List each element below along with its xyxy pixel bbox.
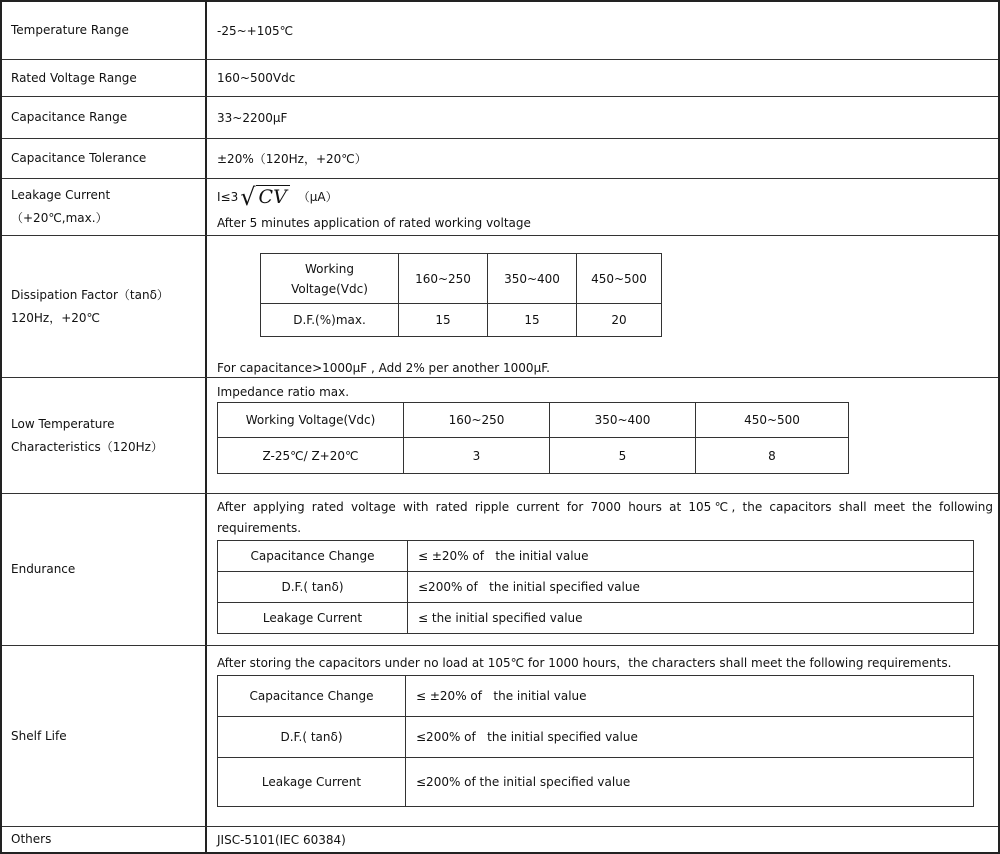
row-shelf-life [2,646,998,827]
impedance-value: 5 [550,438,696,474]
row-temperature-range [2,2,998,60]
row-value [207,494,998,645]
df-value: 15 [488,304,577,337]
label-text: Others [11,832,52,846]
square-root [240,183,290,211]
value-text: ±20%（120Hz，+20℃） [217,152,367,166]
impedance-value-row [218,438,849,474]
row-label [2,827,207,852]
label-condition: 120Hz，+20℃ [11,310,101,325]
label-text: Leakage Current [11,188,111,202]
row-capacitance-tolerance [2,139,998,179]
value-text: -25~+105℃ [217,23,294,38]
row-label [2,494,207,645]
header-line: Voltage(Vdc) [291,281,368,296]
value-text: 33~2200μF [217,110,288,125]
row-low-temperature [2,378,998,494]
row-others [2,827,998,852]
endurance-row [218,541,974,572]
row-label [2,97,207,138]
row-label [2,378,207,493]
row-label [2,60,207,96]
label-text: Capacitance Range [11,110,128,124]
endurance-spec: ≤ the initial specified value [408,603,974,634]
df-column-header: 160~250 [399,254,488,304]
df-header-row [261,254,662,304]
shelf-spec: ≤200% of the initial specified value [406,758,974,807]
row-value [207,236,998,377]
df-column-header: 450~500 [577,254,662,304]
row-value [207,646,998,826]
shelf-row [218,758,974,807]
impedance-column-header: 350~400 [550,403,696,438]
row-label [2,646,207,826]
df-row-label: D.F.(%)max. [261,304,399,337]
label-text: Temperature Range [11,23,129,37]
row-label [2,236,207,377]
radicand: CV [256,185,290,208]
endurance-intro: After applying rated voltage with rated ripple current for 7000 hours at 105℃, the capacitors shall meet the following [217,500,993,514]
row-rated-voltage-range [2,60,998,97]
impedance-value: 3 [404,438,550,474]
endurance-item: D.F.( tanδ) [218,572,408,603]
df-value: 15 [399,304,488,337]
df-note: For capacitance>1000μF , Add 2% per another 1000μF. [217,361,550,375]
endurance-spec: ≤200% of the initial specified value [408,572,974,603]
label-condition: Characteristics（120Hz） [11,439,163,454]
df-column-header: 350~400 [488,254,577,304]
shelf-row [218,717,974,758]
shelf-item: D.F.( tanδ) [218,717,406,758]
label-text: Rated Voltage Range [11,70,137,85]
endurance-item: Capacitance Change [218,541,408,572]
label-text: Endurance [11,562,76,576]
value-text: JISC-5101(IEC 60384) [217,832,346,847]
impedance-header-row [218,403,849,438]
shelf-item: Leakage Current [218,758,406,807]
label-text: Dissipation Factor（tanδ） [11,287,169,302]
endurance-item: Leakage Current [218,603,408,634]
df-value-row [261,304,662,337]
header-line: Working [305,261,354,276]
label-condition: （+20℃,max.） [11,211,108,225]
row-leakage-current [2,179,998,236]
row-endurance [2,494,998,646]
row-value [207,2,998,59]
endurance-intro-cont: requirements. [217,521,302,535]
df-value: 20 [577,304,662,337]
impedance-intro: Impedance ratio max. [217,385,350,399]
endurance-spec: ≤ ±20% of the initial value [408,541,974,572]
leakage-formula [217,183,338,211]
row-value [207,179,998,235]
label-text: Shelf Life [11,728,67,743]
endurance-row [218,603,974,634]
shelf-item: Capacitance Change [218,676,406,717]
shelf-spec: ≤ ±20% of the initial value [406,676,974,717]
row-label [2,179,207,235]
shelf-intro: After storing the capacitors under no load at 105℃ for 1000 hours，the characters shall meet the following requirements. [217,656,952,670]
row-value [207,378,998,493]
impedance-row-label: Z-25℃/ Z+20℃ [218,438,404,474]
impedance-header-cell: Working Voltage(Vdc) [218,403,404,438]
impedance-table [217,402,849,474]
row-value [207,60,998,96]
impedance-column-header: 450~500 [696,403,849,438]
shelf-table [217,675,974,807]
df-header-cell [261,254,399,304]
shelf-spec: ≤200% of the initial specified value [406,717,974,758]
row-dissipation-factor [2,236,998,378]
row-label [2,2,207,59]
impedance-column-header: 160~250 [404,403,550,438]
formula-unit: （μA） [297,190,338,204]
formula-prefix: I≤3 [217,189,239,204]
label-text: Low Temperature [11,416,115,431]
row-value [207,97,998,138]
row-label [2,139,207,178]
row-value [207,139,998,178]
df-table [260,253,662,337]
row-capacitance-range [2,97,998,139]
label-text: Capacitance Tolerance [11,151,147,165]
impedance-value: 8 [696,438,849,474]
endurance-table [217,540,974,634]
endurance-row [218,572,974,603]
radical-sign: √ [240,183,256,211]
value-text: 160~500Vdc [217,71,296,85]
leakage-note: After 5 minutes application of rated working voltage [217,216,531,230]
shelf-row [218,676,974,717]
row-value [207,827,998,852]
